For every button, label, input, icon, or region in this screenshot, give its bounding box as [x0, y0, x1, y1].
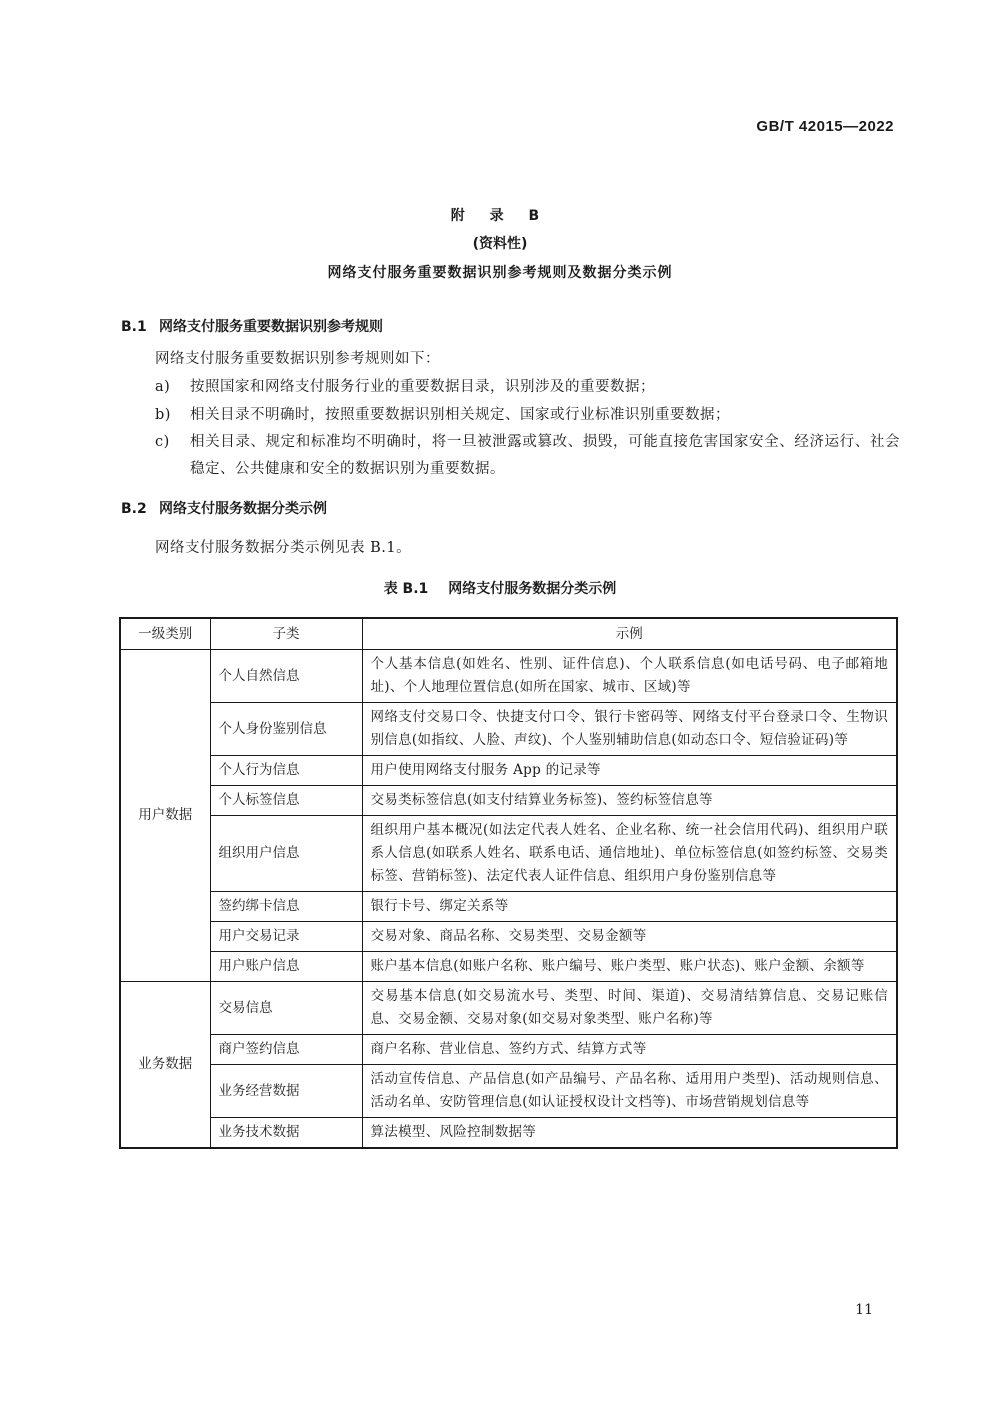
- table-row: [120, 703, 897, 756]
- subcategory-cell: 个人行为信息: [210, 756, 362, 786]
- header-example: 示例: [362, 618, 897, 650]
- subcategory-cell: 交易信息: [210, 982, 362, 1035]
- section-b2-heading: [121, 498, 327, 518]
- section-b2-number: B.2: [121, 501, 147, 517]
- appendix-title: 附 录 B: [450, 208, 550, 224]
- list-item: [155, 374, 900, 401]
- section-b1-intro: 网络支付服务重要数据识别参考规则如下：: [155, 351, 440, 367]
- subcategory-cell: 个人身份鉴别信息: [210, 703, 362, 756]
- example-cell: 银行卡号、绑定关系等: [362, 892, 897, 922]
- table-row: [120, 786, 897, 816]
- list-text: 相关目录不明确时，按照重要数据识别相关规定、国家或行业标准识别重要数据；: [190, 407, 730, 423]
- example-cell: 交易对象、商品名称、交易类型、交易金额等: [362, 922, 897, 952]
- table-row: [120, 1035, 897, 1065]
- example-cell: 账户基本信息(如账户名称、账户编号、账户类型、账户状态)、账户金额、余额等: [362, 952, 897, 982]
- section-b1-title: 网络支付服务重要数据识别参考规则: [159, 319, 383, 335]
- list-item: [155, 402, 900, 429]
- table-row: [120, 892, 897, 922]
- example-cell: 个人基本信息(如姓名、性别、证件信息)、个人联系信息(如电话号码、电子邮箱地址)、个人地理位置信息(如所在国家、城市、区域)等: [362, 650, 897, 703]
- example-cell: 网络支付交易口令、快捷支付口令、银行卡密码等、网络支付平台登录口令、生物识别信息(如指纹、人脸、声纹)、个人鉴别辅助信息(如动态口令、短信验证码)等: [362, 703, 897, 756]
- header-category: 一级类别: [120, 618, 210, 650]
- example-cell: 商户名称、营业信息、签约方式、结算方式等: [362, 1035, 897, 1065]
- appendix-type: (资料性): [472, 236, 528, 252]
- subcategory-cell: 用户账户信息: [210, 952, 362, 982]
- list-item: [155, 429, 900, 483]
- subcategory-cell: 用户交易记录: [210, 922, 362, 952]
- subcategory-cell: 组织用户信息: [210, 816, 362, 892]
- list-marker: a): [155, 379, 171, 395]
- table-caption: [0, 578, 1000, 598]
- table-caption-title: 网络支付服务数据分类示例: [448, 581, 617, 597]
- example-cell: 交易类标签信息(如支付结算业务标签)、签约标签信息等: [362, 786, 897, 816]
- subcategory-cell: 个人自然信息: [210, 650, 362, 703]
- table-row: [120, 816, 897, 892]
- example-cell: 活动宣传信息、产品信息(如产品编号、产品名称、适用用户类型)、活动规则信息、活动名单、安防管理信息(如认证授权设计文档等)、市场营销规划信息等: [362, 1065, 897, 1118]
- section-b2-paragraph: 网络支付服务数据分类示例见表 B.1。: [155, 540, 412, 556]
- category-cell: 用户数据: [120, 650, 210, 982]
- example-cell: 用户使用网络支付服务 App 的记录等: [362, 756, 897, 786]
- subcategory-cell: 个人标签信息: [210, 786, 362, 816]
- example-cell: 算法模型、风险控制数据等: [362, 1118, 897, 1149]
- section-b1-number: B.1: [121, 319, 147, 335]
- subcategory-cell: 业务技术数据: [210, 1118, 362, 1149]
- section-b2-title: 网络支付服务数据分类示例: [159, 501, 327, 517]
- table-row: [120, 1065, 897, 1118]
- table-header-row: [120, 618, 897, 650]
- table-row: [120, 650, 897, 703]
- standard-code: GB/T 42015—2022: [756, 118, 894, 135]
- list-text: 相关目录、规定和标准均不明确时，将一旦被泄露或篡改、损毁，可能直接危害国家安全、经济运行、社会稳定、公共健康和安全的数据识别为重要数据。: [190, 434, 900, 477]
- table-row: [120, 1118, 897, 1149]
- list-marker: b): [155, 407, 171, 423]
- subcategory-cell: 业务经营数据: [210, 1065, 362, 1118]
- category-cell: 业务数据: [120, 982, 210, 1149]
- table-row: [120, 982, 897, 1035]
- example-cell: 组织用户基本概况(如法定代表人姓名、企业名称、统一社会信用代码)、组织用户联系人信息(如联系人姓名、联系电话、通信地址)、单位标签信息(如签约标签、交易类标签、营销标签)、法定代表人证件信息、组织用户身份鉴别信息等: [362, 816, 897, 892]
- subcategory-cell: 商户签约信息: [210, 1035, 362, 1065]
- list-marker: c): [155, 434, 170, 450]
- data-classification-table: [119, 617, 898, 1149]
- table-row: [120, 922, 897, 952]
- list-text: 按照国家和网络支付服务行业的重要数据目录，识别涉及的重要数据；: [190, 379, 655, 395]
- page-number: 11: [855, 1302, 873, 1318]
- table-row: [120, 756, 897, 786]
- table-row: [120, 952, 897, 982]
- example-cell: 交易基本信息(如交易流水号、类型、时间、渠道)、交易清结算信息、交易记账信息、交易金额、交易对象(如交易对象类型、账户名称)等: [362, 982, 897, 1035]
- header-subcategory: 子类: [210, 618, 362, 650]
- subcategory-cell: 签约绑卡信息: [210, 892, 362, 922]
- table-caption-number: 表 B.1: [383, 581, 429, 597]
- appendix-name: 网络支付服务重要数据识别参考规则及数据分类示例: [327, 265, 673, 281]
- section-b1-heading: [121, 316, 383, 336]
